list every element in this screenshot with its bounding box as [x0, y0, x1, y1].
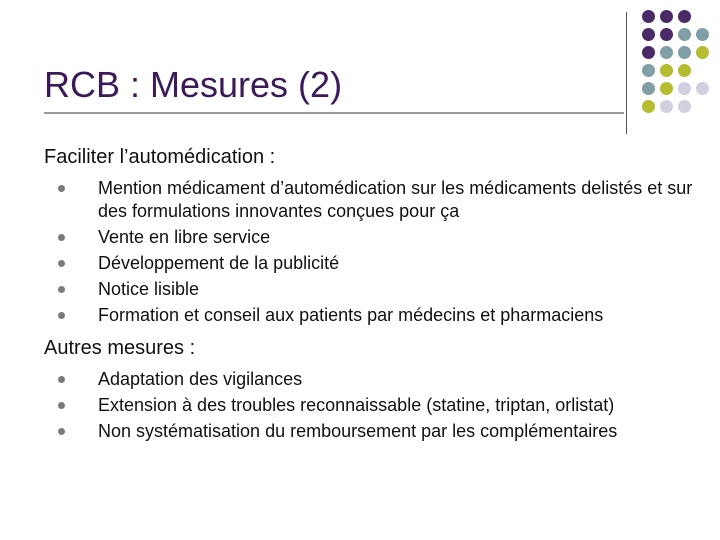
decor-dot [678, 100, 691, 113]
decor-dot [678, 82, 691, 95]
list-item-text: Développement de la publicité [98, 253, 340, 273]
bullet-list [44, 365, 704, 443]
list-item [44, 365, 704, 391]
decor-dot [642, 64, 655, 77]
bullet-icon [58, 234, 65, 241]
decor-dot [660, 28, 673, 41]
slide-content [44, 144, 704, 449]
bullet-icon [58, 286, 65, 293]
list-item-text: Non systématisation du remboursement par les complémentaires [98, 421, 618, 441]
decor-dot [660, 64, 673, 77]
bullet-icon [58, 260, 65, 267]
bullet-icon [58, 185, 65, 192]
decor-dot [678, 10, 691, 23]
decor-dot [642, 28, 655, 41]
decor-dot [642, 46, 655, 59]
list-item-text: Formation et conseil aux patients par médecins et pharmaciens [98, 305, 604, 325]
decor-dot [660, 82, 673, 95]
bullet-icon [58, 402, 65, 409]
decor-dot [642, 100, 655, 113]
list-item-text: Extension à des troubles reconnaissable (statine, triptan, orlistat) [98, 395, 615, 415]
slide-title: RCB : Mesures (2) [44, 64, 343, 105]
decor-dot [678, 46, 691, 59]
bullet-icon [58, 376, 65, 383]
vertical-divider [626, 12, 627, 134]
list-item [44, 174, 704, 223]
decor-dot [696, 82, 709, 95]
bullet-list [44, 174, 704, 327]
section-heading: Faciliter l’automédication : [44, 146, 276, 168]
decor-dot [660, 46, 673, 59]
decor-dot [678, 28, 691, 41]
list-item-text: Notice lisible [98, 279, 200, 299]
decor-dot [696, 46, 709, 59]
section-heading: Autres mesures : [44, 337, 196, 359]
decor-dot [642, 10, 655, 23]
list-item [44, 249, 704, 275]
list-item [44, 275, 704, 301]
list-item [44, 391, 704, 417]
decor-dot [678, 64, 691, 77]
list-item-text: Mention médicament d’automédication sur les médicaments delistés et sur des formulations innovantes conçues pour ça [98, 178, 693, 221]
decor-dot [660, 100, 673, 113]
list-item [44, 417, 704, 443]
decor-dot [660, 10, 673, 23]
decor-dot [642, 82, 655, 95]
list-item-text: Vente en libre service [98, 227, 271, 247]
title-underline [44, 112, 624, 114]
list-item [44, 301, 704, 327]
list-item-text: Adaptation des vigilances [98, 369, 303, 389]
bullet-icon [58, 428, 65, 435]
decor-dot [696, 28, 709, 41]
list-item [44, 223, 704, 249]
bullet-icon [58, 312, 65, 319]
